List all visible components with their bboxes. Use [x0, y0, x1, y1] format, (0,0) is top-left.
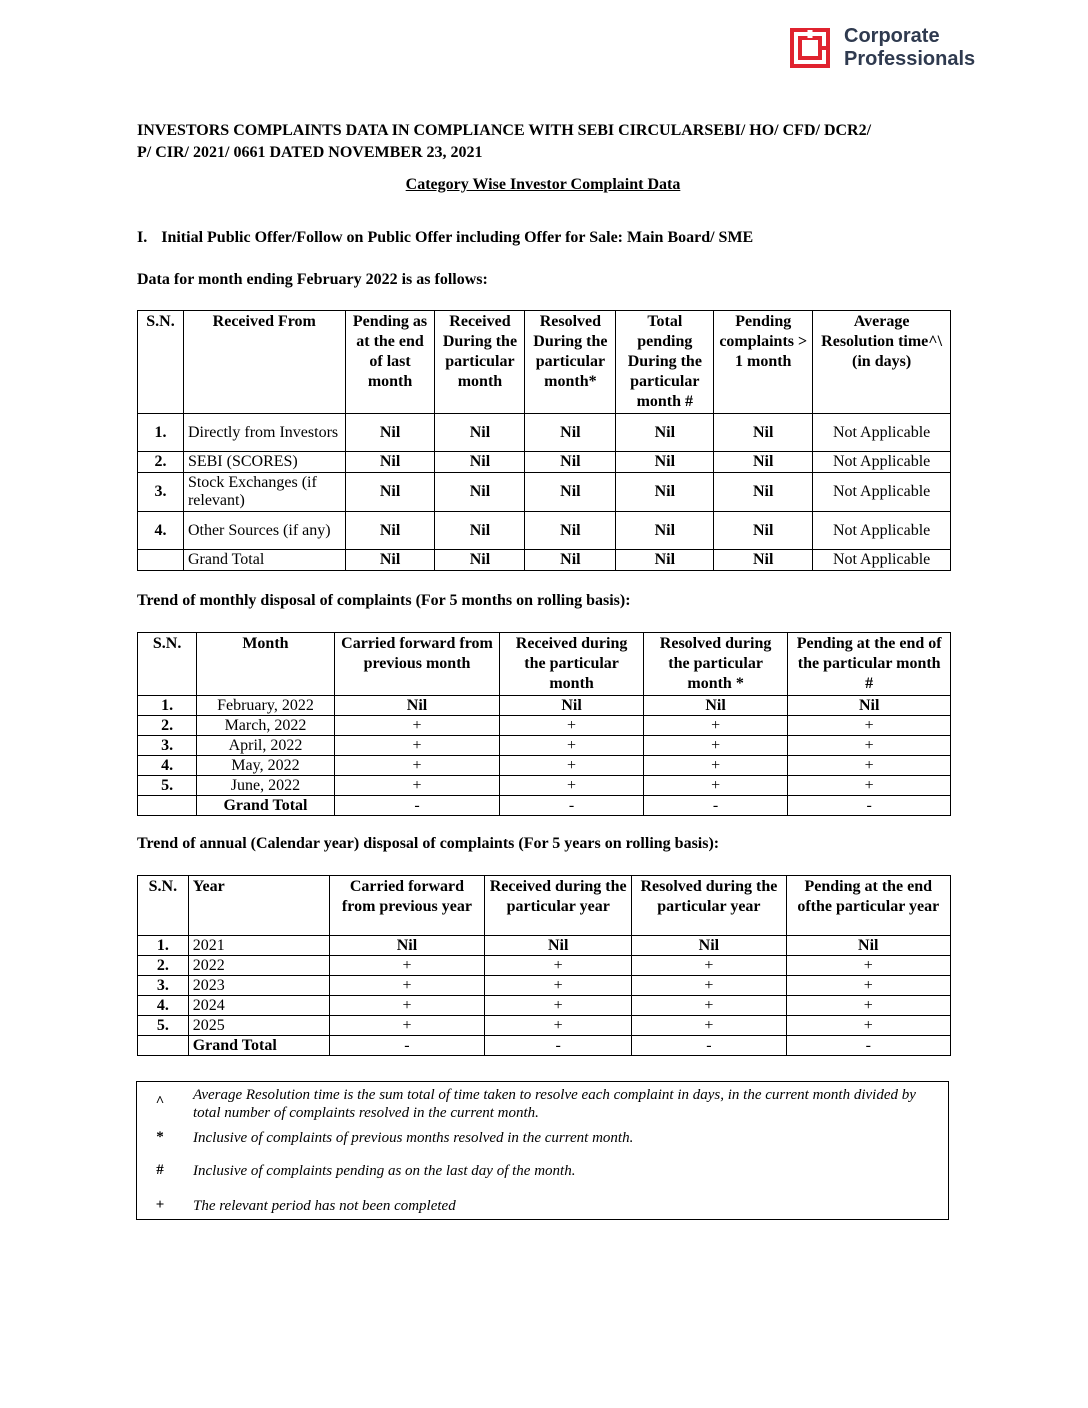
footnote-symbol: * — [156, 1129, 164, 1145]
cell-resolved-during: - — [632, 1036, 786, 1056]
cell-resolved-during: + — [632, 976, 786, 996]
trend-annual-heading: Trend of annual (Calendar year) disposal of complaints (For 5 years on rolling basis): — [137, 835, 720, 852]
table-row — [138, 716, 951, 736]
cell-avg-resolution: Not Applicable — [813, 414, 951, 452]
company-name-line1: Corporate — [844, 25, 940, 47]
cell-pending-last-month: Nil — [345, 452, 435, 473]
cell-pending-over-month: Nil — [714, 414, 813, 452]
category-complaint-table — [137, 310, 951, 571]
cell-total-pending: Nil — [616, 550, 714, 571]
header-sn: S.N. — [138, 311, 184, 414]
cell-sn: 2. — [138, 716, 197, 736]
cell-received-from: Stock Exchanges (if relevant) — [183, 473, 345, 512]
cell-carried-forward: + — [329, 956, 484, 976]
document-title — [137, 120, 949, 164]
table-row — [138, 1016, 951, 1036]
cell-received-during: + — [500, 776, 644, 796]
cell-avg-resolution: Not Applicable — [813, 550, 951, 571]
table-header-row — [138, 876, 951, 936]
table-row — [138, 414, 951, 452]
annual-trend-table-body — [138, 936, 951, 1056]
cell-pending-over-month: Nil — [714, 452, 813, 473]
cell-resolved-during: Nil — [525, 473, 616, 512]
company-logo — [790, 25, 975, 71]
table-row — [138, 512, 951, 550]
cell-carried-forward: + — [329, 1016, 484, 1036]
header-resolved-during: Resolved during the particular month * — [643, 633, 788, 696]
cell-sn: 2. — [138, 956, 189, 976]
trend-monthly-heading: Trend of monthly disposal of complaints (For 5 months on rolling basis): — [137, 592, 631, 609]
company-name — [844, 25, 975, 71]
cell-pending-end: + — [786, 956, 950, 976]
cell-year: Grand Total — [188, 1036, 329, 1056]
table-header-row — [138, 311, 951, 414]
cell-year: 2025 — [188, 1016, 329, 1036]
footnote-text: Inclusive of complaints pending as on the last day of the month. — [193, 1163, 576, 1179]
cell-resolved-during: + — [632, 996, 786, 1016]
cell-resolved-during: + — [632, 1016, 786, 1036]
table-row — [138, 776, 951, 796]
cell-pending-over-month: Nil — [714, 512, 813, 550]
table-row — [138, 976, 951, 996]
cell-resolved-during: Nil — [525, 414, 616, 452]
cell-month: March, 2022 — [197, 716, 335, 736]
cell-pending-end: + — [788, 716, 951, 736]
cell-pending-end: + — [788, 736, 951, 756]
cell-pending-end: Nil — [786, 936, 950, 956]
header-received-from: Received From — [183, 311, 345, 414]
document-title-line1: INVESTORS COMPLAINTS DATA IN COMPLIANCE WITH SEBI CIRCULARSEBI/ HO/ CFD/ DCR2/ — [137, 122, 872, 139]
cell-pending-last-month: Nil — [345, 414, 435, 452]
cell-year: 2021 — [188, 936, 329, 956]
header-sn: S.N. — [138, 876, 189, 936]
cell-carried-forward: - — [334, 796, 500, 816]
cell-carried-forward: + — [334, 776, 500, 796]
cell-carried-forward: Nil — [334, 696, 500, 716]
document-subtitle: Category Wise Investor Complaint Data — [405, 176, 681, 193]
cell-carried-forward: + — [334, 716, 500, 736]
cell-sn — [138, 550, 184, 571]
header-resolved-during: Resolved During the particular month* — [525, 311, 616, 414]
cell-pending-end: + — [786, 976, 950, 996]
cell-received-from: SEBI (SCORES) — [183, 452, 345, 473]
cell-total-pending: Nil — [616, 414, 714, 452]
table-row — [138, 473, 951, 512]
company-name-line2: Professionals — [844, 48, 976, 70]
cell-resolved-during: + — [643, 756, 788, 776]
cell-pending-over-month: Nil — [714, 550, 813, 571]
cell-pending-end: + — [788, 756, 951, 776]
corporate-professionals-logo-icon — [790, 28, 830, 68]
cell-carried-forward: - — [329, 1036, 484, 1056]
header-month: Month — [197, 633, 335, 696]
cell-sn: 5. — [138, 1016, 189, 1036]
cell-received-during: - — [500, 796, 644, 816]
header-carried-forward: Carried forward from previous year — [329, 876, 484, 936]
table-row — [138, 736, 951, 756]
footnote-symbol: + — [155, 1197, 165, 1213]
cell-carried-forward: Nil — [329, 936, 484, 956]
table-row — [138, 452, 951, 473]
grand-total-row — [138, 1036, 951, 1056]
cell-received-during: + — [500, 756, 644, 776]
cell-avg-resolution: Not Applicable — [813, 512, 951, 550]
header-pending-over-month: Pending complaints > 1 month — [714, 311, 813, 414]
cell-year: 2022 — [188, 956, 329, 976]
cell-month: February, 2022 — [197, 696, 335, 716]
cell-carried-forward: + — [334, 736, 500, 756]
cell-received-during: Nil — [435, 550, 525, 571]
table-row — [138, 956, 951, 976]
cell-sn: 4. — [138, 996, 189, 1016]
cell-received-during: + — [500, 716, 644, 736]
cell-received-during: - — [485, 1036, 632, 1056]
cell-sn: 5. — [138, 776, 197, 796]
cell-pending-end: + — [788, 776, 951, 796]
cell-total-pending: Nil — [616, 512, 714, 550]
cell-received-during: Nil — [500, 696, 644, 716]
cell-avg-resolution: Not Applicable — [813, 452, 951, 473]
section-heading-text: Initial Public Offer/Follow on Public Offer including Offer for Sale: Main Board/ SME — [161, 229, 754, 246]
header-year: Year — [188, 876, 329, 936]
cell-resolved-during: - — [643, 796, 788, 816]
footnotes-box — [136, 1081, 949, 1220]
footnote-symbol: ^ — [155, 1094, 165, 1110]
cell-pending-end: + — [786, 996, 950, 1016]
footnote-text: Inclusive of complaints of previous months resolved in the current month. — [193, 1130, 634, 1146]
grand-total-row — [138, 550, 951, 571]
cell-received-during: + — [485, 956, 632, 976]
cell-pending-last-month: Nil — [345, 550, 435, 571]
header-resolved-during: Resolved during the particular year — [632, 876, 786, 936]
header-total-pending: Total pending During the particular month # — [616, 311, 714, 414]
cell-month: April, 2022 — [197, 736, 335, 756]
cell-sn: 3. — [138, 976, 189, 996]
header-pending-end: Pending at the end of the particular month # — [788, 633, 951, 696]
cell-received-during: Nil — [435, 512, 525, 550]
cell-month: May, 2022 — [197, 756, 335, 776]
cell-received-from: Directly from Investors — [183, 414, 345, 452]
cell-resolved-during: + — [632, 956, 786, 976]
cell-resolved-during: Nil — [643, 696, 788, 716]
document-title-line2: P/ CIR/ 2021/ 0661 DATED NOVEMBER 23, 2021 — [137, 144, 483, 161]
cell-year: 2023 — [188, 976, 329, 996]
cell-carried-forward: + — [329, 996, 484, 1016]
grand-total-row — [138, 796, 951, 816]
cell-resolved-during: + — [643, 736, 788, 756]
header-received-during: Received during the particular year — [485, 876, 632, 936]
month-intro: Data for month ending February 2022 is as follows: — [137, 271, 488, 288]
cell-total-pending: Nil — [616, 452, 714, 473]
cell-resolved-during: Nil — [525, 550, 616, 571]
header-carried-forward: Carried forward from previous month — [334, 633, 500, 696]
cell-sn: 1. — [138, 936, 189, 956]
header-received-during: Received During the particular month — [435, 311, 525, 414]
cell-resolved-during: Nil — [525, 452, 616, 473]
cell-sn: 2. — [138, 452, 184, 473]
table-row — [138, 756, 951, 776]
cell-received-during: Nil — [435, 414, 525, 452]
cell-received-during: + — [485, 976, 632, 996]
cell-pending-end: - — [786, 1036, 950, 1056]
cell-received-during: + — [500, 736, 644, 756]
cell-sn: 4. — [138, 756, 197, 776]
cell-sn: 4. — [138, 512, 184, 550]
section-number: I. — [137, 229, 148, 246]
cell-received-during: + — [485, 996, 632, 1016]
cell-resolved-during: + — [643, 716, 788, 736]
cell-pending-end: + — [786, 1016, 950, 1036]
table-row — [138, 936, 951, 956]
cell-month: June, 2022 — [197, 776, 335, 796]
header-received-during: Received during the particular month — [500, 633, 644, 696]
cell-pending-end: Nil — [788, 696, 951, 716]
monthly-trend-table-body — [138, 696, 951, 816]
header-pending-last-month: Pending as at the end of last month — [345, 311, 435, 414]
cell-sn: 3. — [138, 473, 184, 512]
cell-received-during: Nil — [485, 936, 632, 956]
cell-pending-last-month: Nil — [345, 473, 435, 512]
table-header-row — [138, 633, 951, 696]
cell-sn: 1. — [138, 696, 197, 716]
cell-sn: 1. — [138, 414, 184, 452]
cell-resolved-during: Nil — [525, 512, 616, 550]
cell-received-during: + — [485, 1016, 632, 1036]
table-row — [138, 696, 951, 716]
cell-pending-over-month: Nil — [714, 473, 813, 512]
cell-avg-resolution: Not Applicable — [813, 473, 951, 512]
annual-trend-table — [137, 875, 951, 1056]
cell-pending-last-month: Nil — [345, 512, 435, 550]
header-pending-end: Pending at the end ofthe particular year — [786, 876, 950, 936]
cell-resolved-during: + — [643, 776, 788, 796]
header-avg-resolution: Average Resolution time^\ (in days) — [813, 311, 951, 414]
cell-received-from: Grand Total — [183, 550, 345, 571]
cell-sn — [138, 1036, 189, 1056]
footnote-text: The relevant period has not been completed — [193, 1198, 456, 1214]
cell-received-from: Other Sources (if any) — [183, 512, 345, 550]
footnote-symbol: # — [156, 1162, 164, 1178]
cell-sn: 3. — [138, 736, 197, 756]
cell-year: 2024 — [188, 996, 329, 1016]
table-row — [138, 996, 951, 1016]
footnote-text: Average Resolution time is the sum total of time taken to resolve each complaint in days, in the current month divided by total number of complaints resolved in the current month. — [193, 1087, 916, 1121]
cell-sn — [138, 796, 197, 816]
cell-received-during: Nil — [435, 452, 525, 473]
cell-pending-end: - — [788, 796, 951, 816]
section-heading — [137, 229, 949, 247]
cell-carried-forward: + — [329, 976, 484, 996]
cell-total-pending: Nil — [616, 473, 714, 512]
header-sn: S.N. — [138, 633, 197, 696]
cell-carried-forward: + — [334, 756, 500, 776]
cell-resolved-during: Nil — [632, 936, 786, 956]
monthly-trend-table — [137, 632, 951, 816]
cell-received-during: Nil — [435, 473, 525, 512]
category-complaint-table-body — [138, 414, 951, 571]
cell-month: Grand Total — [197, 796, 335, 816]
